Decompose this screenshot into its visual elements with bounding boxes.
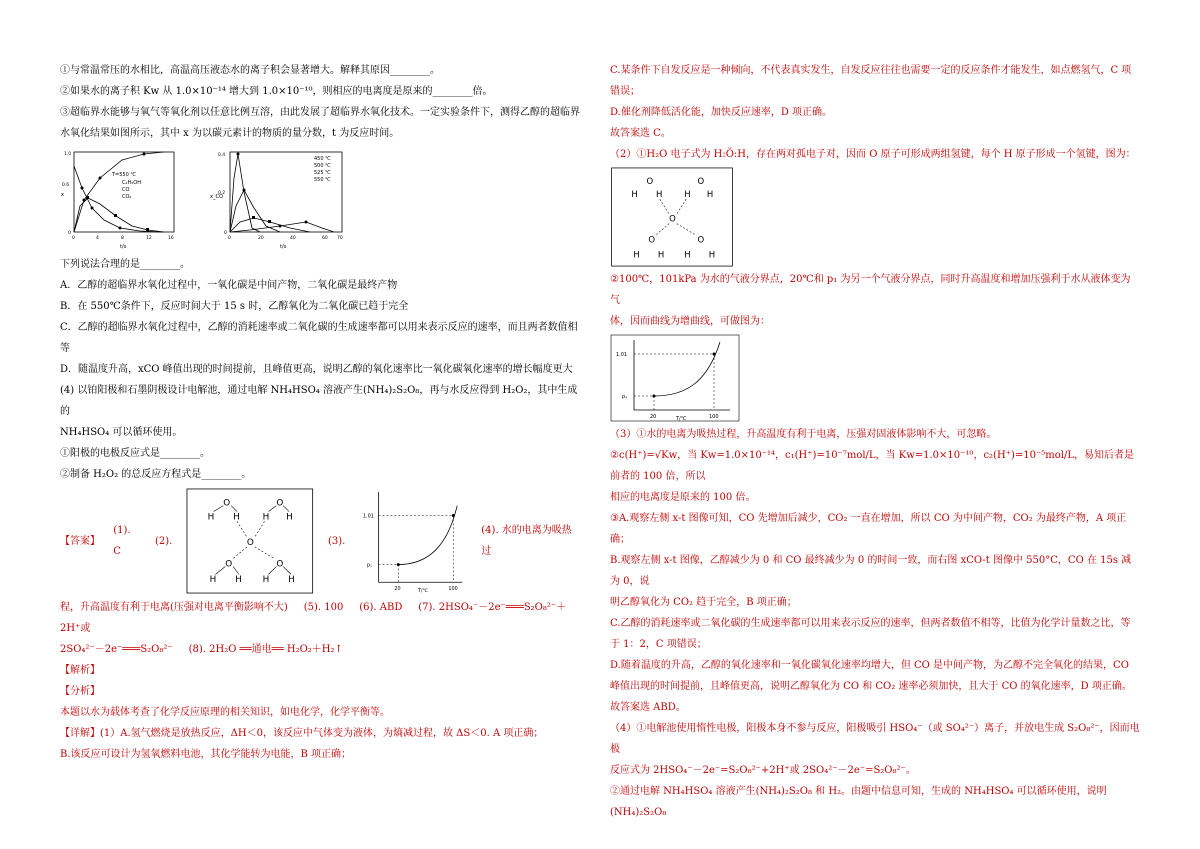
right-curve-xlabel: T/℃ [676, 416, 687, 422]
svg-text:H: H [655, 190, 663, 201]
answer-tag: 【答案】 [60, 535, 100, 547]
svg-text:H: H [207, 512, 215, 523]
detail-3a: （3）①水的电离为吸热过程，升高温度有利于电离，压强对固液体影响不大，可忽略。 [610, 429, 997, 440]
graph1-ytick: 0 [68, 231, 71, 236]
curve-xlabel: T/℃ [418, 588, 429, 595]
detail-4b: 反应式为 2HSO₄⁻－2e⁻=S₂O₈²⁻+2H⁺或 2SO₄²⁻－2e⁻=S₂O₈²⁻。 [610, 765, 916, 776]
graph1-xtick: 16 [168, 236, 174, 241]
detail-3d: ③A.观察左侧 x-t 图像可知，CO 先增加后减少，CO₂ 一直在增加，所以 CO 为中间产物，CO₂ 为最终产物，A 项正确； [610, 513, 1127, 545]
question-4-line1: (4) 以铂阳极和石墨阴极设计电解池，通过电解 NH₄HSO₄ 溶液产生(NH₄)₂S₂O₈，再与水反应得到 H₂O₂，其中生成的 [60, 385, 578, 417]
answer-4: (4). 水的电离为吸热过 [481, 525, 572, 557]
svg-text:O: O [225, 559, 233, 570]
detail-3c: 相应的电离度是原来的 100 倍。 [610, 492, 756, 503]
svg-text:H: H [209, 575, 217, 586]
svg-text:H: H [633, 250, 640, 261]
svg-text:H: H [262, 512, 270, 523]
graph2-ylabel: x_CO [210, 194, 223, 200]
answer-1: (1). C [113, 525, 131, 557]
svg-text:H: H [262, 575, 270, 586]
svg-text:O: O [276, 559, 284, 570]
question-4-line2: NH₄HSO₄ 可以循环使用。 [60, 427, 183, 438]
graph1-xtick: 4 [96, 236, 99, 241]
graph1-legend-co: CO [122, 187, 130, 193]
option-d: D．随温度升高，xCO 峰值出现的时间提前，且峰值更高，说明乙醇的氧化速率比一氧化碳氧化速率的增长幅度更大 [60, 364, 573, 375]
graph2-legend-450: 450 ℃ [314, 156, 331, 162]
svg-text:O: O [697, 176, 705, 187]
co2-curve [74, 152, 164, 232]
graph1-xtick: 0 [72, 236, 75, 241]
svg-text:H: H [631, 190, 638, 201]
svg-text:H: H [286, 512, 294, 523]
hydrogen-bond-diagram [186, 487, 314, 595]
graph2-xtick: 40 [290, 236, 296, 241]
answer-7: (7). 2HSO₄⁻－2e⁻═══S₂O₈²⁻＋2H⁺或 [60, 602, 567, 634]
detail-b: B.该反应可设计为氢氧燃料电池，其化学能转为电能，B 项正确； [60, 749, 352, 760]
svg-text:O: O [646, 176, 654, 187]
graphs-row [60, 148, 580, 252]
graph1-xlabel: t/s [120, 244, 127, 250]
graph2-xtick: 60 [322, 236, 328, 241]
svg-text:O: O [276, 498, 284, 509]
xco-t-graph [210, 148, 350, 252]
svg-text:H: H [288, 575, 296, 586]
question-2: ②如果水的离子积 Kw 从 1.0×10⁻¹⁴ 增大到 1.0×10⁻¹⁰，则相应的电离度是原来的________倍。 [60, 86, 493, 97]
detail-3h: 于 1：2，C 项错误； [610, 639, 707, 650]
graph2-ytick: 0 [224, 231, 227, 236]
graph2-ytick: 0.4 [218, 153, 226, 158]
svg-text:O: O [697, 235, 705, 246]
fenxi-text: 本题以水为载体考查了化学反应原理的相关知识，如电化学，化学平衡等。 [60, 707, 390, 718]
detail-3f: 明乙醇氧化为 CO₂ 趋于完全，B 项正确； [610, 597, 797, 608]
curve-ytick-101: 1.01 [363, 513, 375, 520]
svg-text:H: H [684, 250, 691, 261]
question-1: ①与常温常压的水相比，高温高压液态水的离子积会显著增大。解释其原因________。 [60, 65, 440, 76]
svg-text:H: H [235, 575, 243, 586]
graph1-xtick: 8 [121, 236, 124, 241]
graph1-condition: T=550 ℃ [112, 172, 136, 178]
detail-c: C.某条件下自发反应是一种倾向，不代表真实发生，自发反应往往也需要一定的反应条件才能发生，如点燃氢气，C 项 [610, 65, 1132, 76]
right-curve-ytick-p1: p₁ [622, 394, 628, 400]
detail-3k: 故答案选 ABD。 [610, 702, 686, 713]
phase-curve-right [610, 334, 740, 422]
graph2-ytick: 0.2 [218, 191, 226, 196]
detail-4a: （4）①电解池使用惰性电极，阳极本身不参与反应，阳极吸引 HSO₄⁻（或 SO₄²⁻）离子，并放电生成 S₂O₈²⁻，因而电极 [610, 723, 1140, 755]
right-column [610, 60, 1140, 823]
option-a: A．乙醇的超临界水氧化过程中，一氧化碳是中间产物，二氧化碳是最终产物 [60, 280, 398, 291]
detail-answer-c: 故答案选 C。 [610, 128, 671, 139]
detail-4c: ②通过电解 NH₄HSO₄ 溶液产生(NH₄)₂S₂O₈ 和 H₂。由题中信息可知，生成的 NH₄HSO₄ 可以循环使用，说明(NH₄)₂S₂O₈ [610, 786, 1107, 818]
answer-7-cont: 2SO₄²⁻－2e⁻═══S₂O₈²⁻ (8). 2H₂O ══通电══ H₂O₂＋H₂↑ [60, 644, 343, 655]
svg-text:H: H [706, 190, 714, 201]
option-c-cont: 等 [60, 343, 70, 354]
answer-8: (8). 2H₂O ══通电══ H₂O₂＋H₂↑ [188, 644, 343, 655]
svg-text:H: H [708, 250, 716, 261]
hydrogen-bond-diagram-right [610, 167, 734, 267]
detail-a: 【详解】(1）A.氢气燃烧是放热反应，ΔH＜0，该反应中气体变为液体，为熵减过程，故 ΔS＜0. A 项正确； [60, 728, 544, 739]
graph2-legend-550: 550 ℃ [314, 177, 331, 183]
answer-row [60, 485, 580, 597]
detail-2-intro: （2）①H₂O 电子式为 H:Ö:H，存在两对孤电子对，因而 O 原子可形成两组氢键，每个 H 原子形成一个氢键，图为： [610, 149, 1136, 160]
svg-text:O: O [669, 214, 676, 225]
detail-d: D.催化剂降低活化能，加快反应速率，D 项正确。 [610, 107, 833, 118]
graph1-ylabel: x [61, 192, 64, 198]
svg-text:O: O [648, 235, 656, 246]
graph1-legend-co2: CO₂ [122, 194, 132, 200]
graph1-xtick: 12 [146, 236, 152, 241]
curve-xtick-100: 100 [448, 586, 458, 593]
detail-3e: B.观察左侧 x-t 图像，乙醇减少为 0 和 CO 最终减少为 0 的时间一致，而右图 xCO-t 图像中 550°C，CO 在 15s 减为 0，说 [610, 555, 1132, 587]
detail-3i: D.随着温度的升高，乙醇的氧化速率和一氧化碳氧化速率均增大，但 CO 是中间产物，为乙醇不完全氧化的结果，CO [610, 660, 1129, 671]
option-c: C．乙醇的超临界水氧化过程中，乙醇的消耗速率或二氧化碳的生成速率都可以用来表示反应的速率，而且两者数值相 [60, 322, 578, 333]
svg-text:O: O [247, 537, 255, 548]
svg-text:H: H [657, 250, 665, 261]
answer-3: (3). [327, 535, 346, 547]
svg-text:H: H [233, 512, 241, 523]
right-curve-xtick-100: 100 [709, 414, 719, 420]
graph2-xlabel: t/s [280, 244, 287, 250]
answer-5: (5). 100 [303, 602, 344, 613]
graph2-xtick: 20 [258, 236, 264, 241]
curve-xtick-20: 20 [394, 586, 401, 593]
jiexi-heading: 【解析】 [60, 665, 100, 676]
answer-4-cont: 程，升高温度有利于电离(压强对电离平衡影响不大) (5). 100 (6). ABD (7). 2HSO₄⁻－2e⁻═══S₂O₈²⁻＋2H⁺或 [60, 602, 567, 634]
question-prompt: 下列说法合理的是________。 [60, 259, 190, 270]
question-4-anode: ①阳极的电极反应式是________。 [60, 448, 210, 459]
right-curve-ytick-101: 1.01 [616, 352, 628, 358]
fenxi-heading: 【分析】 [60, 686, 100, 697]
question-3-line1: ③超临界水能够与氧气等氧化剂以任意比例互溶，由此发展了超临界水氧化技术。一定实验条件下，测得乙醇的超临界 [60, 107, 580, 118]
curve-525 [230, 190, 280, 232]
graph1-ytick: 1.0 [64, 152, 72, 157]
svg-text:H: H [684, 190, 691, 201]
right-curve-xtick-20: 20 [650, 414, 657, 420]
detail-c-cont: 错误； [610, 86, 640, 97]
graph2-xtick: 0 [228, 236, 231, 241]
x-t-graph [60, 148, 180, 252]
option-b: B．在 550℃条件下，反应时间大于 15 s 时，乙醇氧化为二氧化碳已趋于完全 [60, 301, 409, 312]
detail-3j: 峰值出现的时间提前，且峰值更高，说明乙醇氧化为 CO 和 CO₂ 速率必须加快，且大于 CO 的氧化速率，D 项正确。 [610, 681, 1132, 692]
detail-2-boundary-cont: 体，因而曲线为增曲线，可做图为： [610, 316, 770, 327]
left-column [60, 60, 580, 765]
graph2-legend-500: 500 ℃ [314, 163, 331, 169]
detail-2-boundary: ②100℃，101kPa 为水的气液分界点，20℃和 p₁ 为另一个气液分界点，同时升高温度和增加压强利于水从液体变为气 [610, 274, 1131, 306]
graph2-legend-525: 525 ℃ [314, 170, 331, 176]
curve-450 [230, 222, 334, 232]
graph1-ytick: 0.6 [62, 183, 70, 188]
svg-text:O: O [223, 498, 231, 509]
answer-2: (2). [154, 535, 173, 547]
phase-boundary-curve [359, 487, 467, 595]
graph1-legend-ethanol: C₂H₅OH [122, 180, 141, 186]
curve-ytick-p1: p₁ [367, 562, 373, 569]
graph2-xtick: 70 [337, 236, 343, 241]
question-3-line2: 水氧化结果如图所示，其中 x 为以碳元素计的物质的量分数，t 为反应时间。 [60, 128, 400, 139]
question-4-total: ②制备 H₂O₂ 的总反应方程式是________。 [60, 469, 252, 480]
detail-3g: C.乙醇的消耗速率或二氧化碳的生成速率都可以用来表示反应的速率，但两者数值不相等，比值为化学计量数之比，等 [610, 618, 1131, 629]
answer-6: (6). ABD [359, 602, 403, 613]
detail-3b: ②c(H⁺)=√Kw，当 Kw=1.0×10⁻¹⁴，c₁(H⁺)=10⁻⁷mol/L，当 Kw=1.0×10⁻¹⁰，c₂(H⁺)=10⁻⁵mol/L，易知后者是前者的 100 倍，所以 [610, 450, 1134, 482]
